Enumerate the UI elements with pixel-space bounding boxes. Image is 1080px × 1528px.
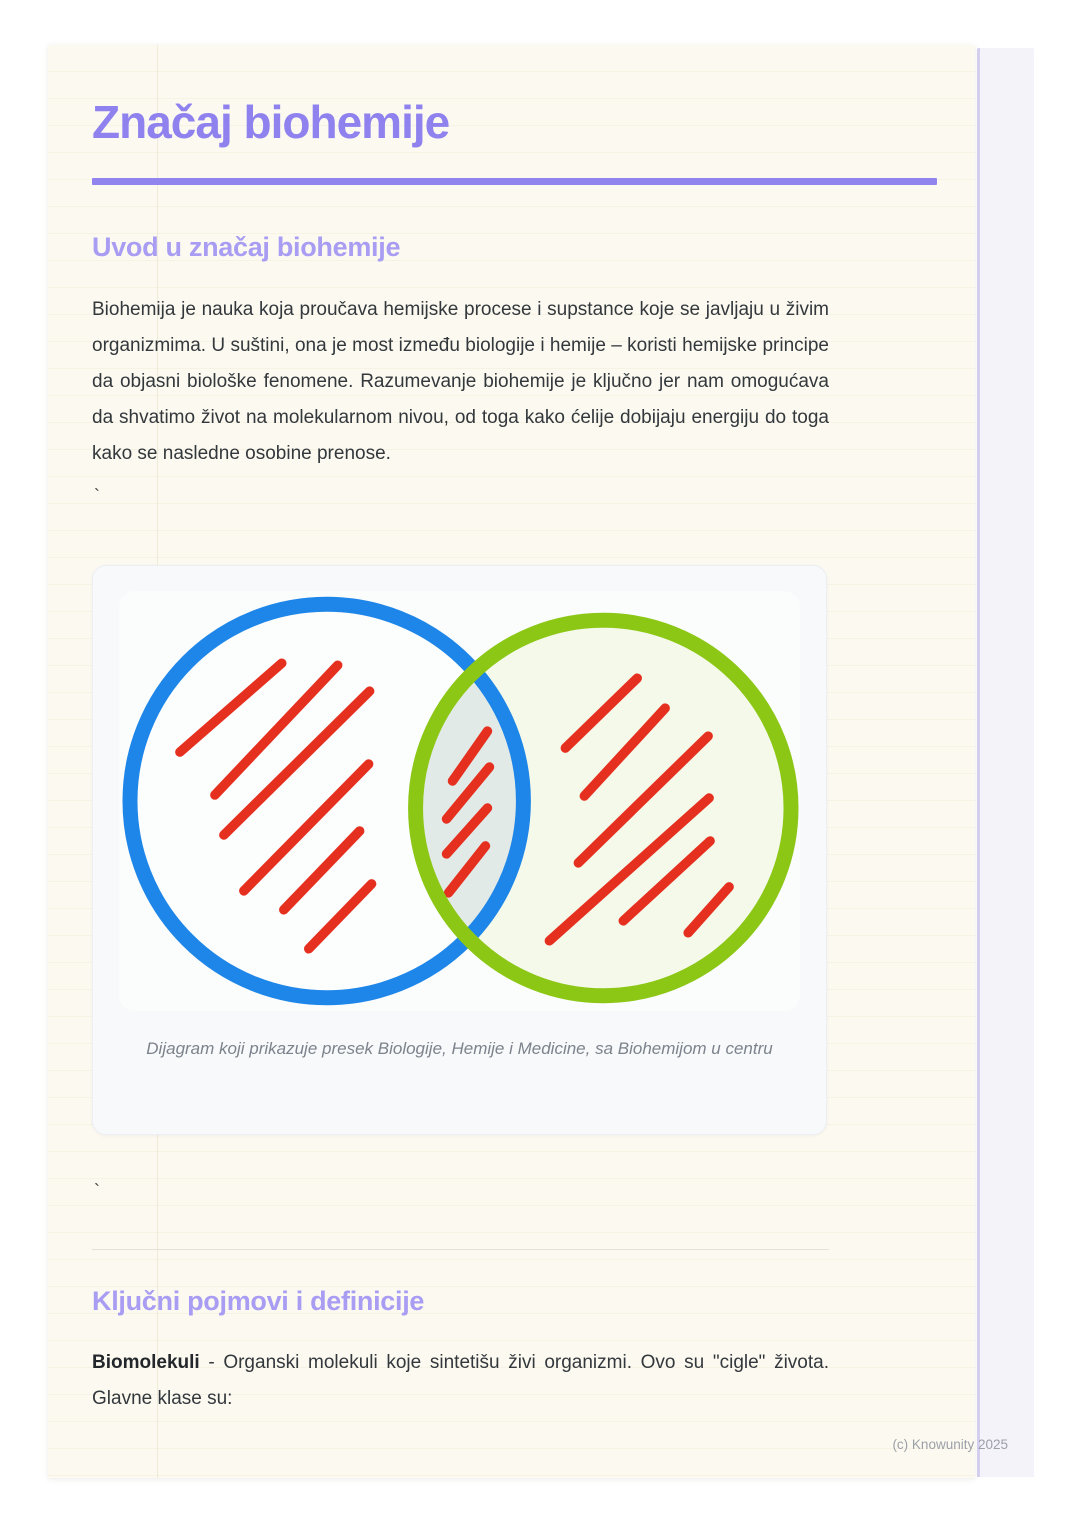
key-terms-paragraph xyxy=(92,1345,829,1417)
stray-backtick: ` xyxy=(94,486,100,506)
figure-caption: Dijagram koji prikazuje presek Biologije, Hemije i Medicine, sa Biohemijom u centru xyxy=(146,1039,773,1058)
intro-paragraph: Biohemija je nauka koja proučava hemijske procese i supstance koje se javljaju u živim organizmima. U suštini, ona je most između biologije i hemije – koristi hemijske principe da objasni biološke fenomene. Razumevanje biohemije je ključno jer nam omogućava da shvatimo život na molekularnom nivou, od toga kako ćelije dobijaju energiju do toga kako se nasledne osobine prenose. xyxy=(92,299,829,464)
title-underline xyxy=(92,178,937,185)
venn-diagram-svg xyxy=(119,591,800,1011)
section-heading-key-terms: Ključni pojmovi i definicije xyxy=(92,1286,425,1316)
section-divider xyxy=(92,1249,829,1250)
notebook-page xyxy=(48,45,975,1478)
term-name: Biomolekuli xyxy=(92,1352,200,1373)
figure-card xyxy=(92,565,827,1135)
stray-backtick: ` xyxy=(94,1181,100,1201)
section-heading-intro: Uvod u značaj biohemije xyxy=(92,232,401,262)
page-title: Značaj biohemije xyxy=(92,96,450,148)
next-page-edge xyxy=(977,48,1034,1477)
term-definition: - Organski molekuli koje sintetišu živi organizmi. Ovo su "cigle" života. Glavne klase su: xyxy=(92,1352,829,1409)
venn-diagram-image xyxy=(119,591,800,1011)
copyright-footer: (c) Knowunity 2025 xyxy=(892,1437,1008,1452)
